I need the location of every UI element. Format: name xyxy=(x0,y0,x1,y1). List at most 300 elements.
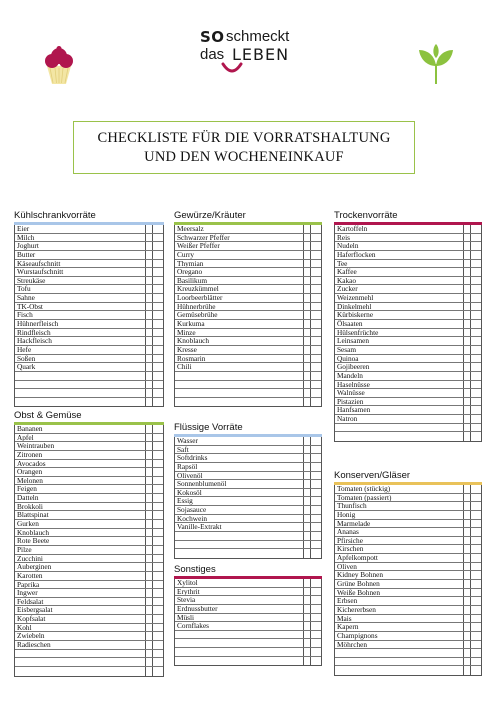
check-cell[interactable] xyxy=(146,355,153,363)
check-cell[interactable] xyxy=(304,454,311,462)
checklist-row xyxy=(15,234,163,243)
check-cell[interactable] xyxy=(146,477,153,485)
check-cell[interactable] xyxy=(146,503,153,511)
check-cell[interactable] xyxy=(146,624,153,632)
check-cell[interactable] xyxy=(464,528,471,536)
check-cell[interactable] xyxy=(146,581,153,589)
check-cell[interactable] xyxy=(146,460,153,468)
check-cell[interactable] xyxy=(304,398,311,407)
quantity-cell[interactable] xyxy=(311,532,321,540)
quantity-cell[interactable] xyxy=(311,277,321,285)
quantity-cell[interactable] xyxy=(311,303,321,311)
quantity-cell[interactable] xyxy=(471,666,481,675)
quantity-cell[interactable] xyxy=(311,446,321,454)
check-cell[interactable] xyxy=(464,554,471,562)
quantity-cell[interactable] xyxy=(153,658,163,666)
check-cell[interactable] xyxy=(464,372,471,380)
quantity-cell[interactable] xyxy=(153,285,163,293)
item-name: Sahne xyxy=(15,294,146,302)
check-cell[interactable] xyxy=(146,632,153,640)
quantity-cell[interactable] xyxy=(311,523,321,531)
quantity-cell[interactable] xyxy=(311,437,321,445)
check-cell[interactable] xyxy=(304,363,311,371)
quantity-cell[interactable] xyxy=(153,460,163,468)
check-cell[interactable] xyxy=(146,598,153,606)
check-cell[interactable] xyxy=(464,571,471,579)
check-cell[interactable] xyxy=(464,346,471,354)
quantity-cell[interactable] xyxy=(311,639,321,647)
check-cell[interactable] xyxy=(304,225,311,233)
check-cell[interactable] xyxy=(304,515,311,523)
quantity-cell[interactable] xyxy=(153,337,163,345)
check-cell[interactable] xyxy=(146,329,153,337)
check-cell[interactable] xyxy=(146,434,153,442)
check-cell[interactable] xyxy=(464,658,471,666)
check-cell[interactable] xyxy=(146,225,153,233)
quantity-cell[interactable] xyxy=(153,563,163,571)
check-cell[interactable] xyxy=(146,529,153,537)
quantity-cell[interactable] xyxy=(471,424,481,432)
check-cell[interactable] xyxy=(146,494,153,502)
check-cell[interactable] xyxy=(304,541,311,549)
check-cell[interactable] xyxy=(464,597,471,605)
quantity-cell[interactable] xyxy=(153,468,163,476)
check-cell[interactable] xyxy=(304,446,311,454)
quantity-cell[interactable] xyxy=(471,337,481,345)
quantity-cell[interactable] xyxy=(471,432,481,441)
check-cell[interactable] xyxy=(304,523,311,531)
quantity-cell[interactable] xyxy=(153,511,163,519)
check-cell[interactable] xyxy=(146,451,153,459)
quantity-cell[interactable] xyxy=(471,571,481,579)
check-cell[interactable] xyxy=(304,355,311,363)
check-cell[interactable] xyxy=(464,251,471,259)
check-cell[interactable] xyxy=(304,622,311,630)
quantity-cell[interactable] xyxy=(471,597,481,605)
check-cell[interactable] xyxy=(464,563,471,571)
check-cell[interactable] xyxy=(146,589,153,597)
quantity-cell[interactable] xyxy=(471,528,481,536)
quantity-cell[interactable] xyxy=(311,346,321,354)
quantity-cell[interactable] xyxy=(311,506,321,514)
check-cell[interactable] xyxy=(464,432,471,441)
quantity-cell[interactable] xyxy=(471,251,481,259)
quantity-cell[interactable] xyxy=(311,285,321,293)
check-cell[interactable] xyxy=(304,234,311,242)
quantity-cell[interactable] xyxy=(311,549,321,558)
quantity-cell[interactable] xyxy=(153,294,163,302)
quantity-cell[interactable] xyxy=(311,398,321,407)
check-cell[interactable] xyxy=(146,572,153,580)
quantity-cell[interactable] xyxy=(311,605,321,613)
check-cell[interactable] xyxy=(146,320,153,328)
check-cell[interactable] xyxy=(464,511,471,519)
check-cell[interactable] xyxy=(146,520,153,528)
quantity-cell[interactable] xyxy=(311,225,321,233)
check-cell[interactable] xyxy=(146,442,153,450)
quantity-cell[interactable] xyxy=(153,606,163,614)
check-cell[interactable] xyxy=(464,277,471,285)
quantity-cell[interactable] xyxy=(311,329,321,337)
check-cell[interactable] xyxy=(146,242,153,250)
quantity-cell[interactable] xyxy=(471,485,481,493)
quantity-cell[interactable] xyxy=(471,511,481,519)
check-cell[interactable] xyxy=(464,355,471,363)
check-cell[interactable] xyxy=(464,294,471,302)
quantity-cell[interactable] xyxy=(153,529,163,537)
check-cell[interactable] xyxy=(146,537,153,545)
check-cell[interactable] xyxy=(146,337,153,345)
check-cell[interactable] xyxy=(464,303,471,311)
quantity-cell[interactable] xyxy=(153,615,163,623)
quantity-cell[interactable] xyxy=(471,234,481,242)
item-name: Walnüsse xyxy=(335,389,464,397)
quantity-cell[interactable] xyxy=(153,398,163,407)
check-cell[interactable] xyxy=(304,480,311,488)
check-cell[interactable] xyxy=(464,260,471,268)
check-cell[interactable] xyxy=(464,285,471,293)
check-cell[interactable] xyxy=(464,641,471,649)
quantity-cell[interactable] xyxy=(471,502,481,510)
quantity-cell[interactable] xyxy=(311,463,321,471)
check-cell[interactable] xyxy=(146,425,153,433)
check-cell[interactable] xyxy=(464,632,471,640)
quantity-cell[interactable] xyxy=(311,614,321,622)
section-title: Trockenvorräte xyxy=(334,210,398,221)
quantity-cell[interactable] xyxy=(311,311,321,319)
quantity-cell[interactable] xyxy=(153,355,163,363)
quantity-cell[interactable] xyxy=(471,268,481,276)
quantity-cell[interactable] xyxy=(153,242,163,250)
quantity-cell[interactable] xyxy=(471,381,481,389)
check-cell[interactable] xyxy=(464,320,471,328)
check-cell[interactable] xyxy=(146,294,153,302)
check-cell[interactable] xyxy=(464,580,471,588)
check-cell[interactable] xyxy=(146,485,153,493)
quantity-cell[interactable] xyxy=(311,234,321,242)
checklist-row xyxy=(15,363,163,372)
quantity-cell[interactable] xyxy=(471,632,481,640)
quantity-cell[interactable] xyxy=(153,260,163,268)
quantity-cell[interactable] xyxy=(311,497,321,505)
check-cell[interactable] xyxy=(146,303,153,311)
check-cell[interactable] xyxy=(304,489,311,497)
quantity-cell[interactable] xyxy=(153,277,163,285)
quantity-cell[interactable] xyxy=(153,389,163,397)
quantity-cell[interactable] xyxy=(471,406,481,414)
quantity-cell[interactable] xyxy=(311,515,321,523)
quantity-cell[interactable] xyxy=(153,381,163,389)
check-cell[interactable] xyxy=(146,311,153,319)
check-cell[interactable] xyxy=(464,268,471,276)
check-cell[interactable] xyxy=(464,520,471,528)
quantity-cell[interactable] xyxy=(153,624,163,632)
checklist-row xyxy=(335,277,481,286)
check-cell[interactable] xyxy=(146,658,153,666)
check-cell[interactable] xyxy=(146,563,153,571)
quantity-cell[interactable] xyxy=(153,251,163,259)
check-cell[interactable] xyxy=(464,623,471,631)
quantity-cell[interactable] xyxy=(153,546,163,554)
quantity-cell[interactable] xyxy=(311,260,321,268)
check-cell[interactable] xyxy=(464,502,471,510)
quantity-cell[interactable] xyxy=(153,451,163,459)
check-cell[interactable] xyxy=(146,546,153,554)
check-cell[interactable] xyxy=(304,614,311,622)
quantity-cell[interactable] xyxy=(471,398,481,406)
check-cell[interactable] xyxy=(146,234,153,242)
check-cell[interactable] xyxy=(464,363,471,371)
quantity-cell[interactable] xyxy=(153,320,163,328)
check-cell[interactable] xyxy=(464,649,471,657)
check-cell[interactable] xyxy=(464,415,471,423)
quantity-cell[interactable] xyxy=(471,363,481,371)
check-cell[interactable] xyxy=(146,650,153,658)
quantity-cell[interactable] xyxy=(471,580,481,588)
check-cell[interactable] xyxy=(304,294,311,302)
check-cell[interactable] xyxy=(146,398,153,407)
quantity-cell[interactable] xyxy=(311,596,321,604)
check-cell[interactable] xyxy=(304,463,311,471)
quantity-cell[interactable] xyxy=(311,472,321,480)
check-cell[interactable] xyxy=(304,648,311,656)
check-cell[interactable] xyxy=(146,389,153,397)
check-cell[interactable] xyxy=(304,346,311,354)
check-cell[interactable] xyxy=(304,506,311,514)
quantity-cell[interactable] xyxy=(153,372,163,380)
quantity-cell[interactable] xyxy=(153,555,163,563)
check-cell[interactable] xyxy=(304,277,311,285)
check-cell[interactable] xyxy=(146,606,153,614)
quantity-cell[interactable] xyxy=(153,303,163,311)
check-cell[interactable] xyxy=(464,311,471,319)
quantity-cell[interactable] xyxy=(153,641,163,649)
check-cell[interactable] xyxy=(146,260,153,268)
check-cell[interactable] xyxy=(304,303,311,311)
check-cell[interactable] xyxy=(464,606,471,614)
check-cell[interactable] xyxy=(304,242,311,250)
check-cell[interactable] xyxy=(146,641,153,649)
check-cell[interactable] xyxy=(304,260,311,268)
logo-so: SO xyxy=(200,28,225,46)
check-cell[interactable] xyxy=(464,406,471,414)
check-cell[interactable] xyxy=(464,381,471,389)
check-cell[interactable] xyxy=(146,511,153,519)
quantity-cell[interactable] xyxy=(471,277,481,285)
check-cell[interactable] xyxy=(304,605,311,613)
checklist-row xyxy=(15,285,163,294)
check-cell[interactable] xyxy=(464,389,471,397)
check-cell[interactable] xyxy=(464,545,471,553)
quantity-cell[interactable] xyxy=(471,545,481,553)
check-cell[interactable] xyxy=(304,329,311,337)
quantity-cell[interactable] xyxy=(153,494,163,502)
quantity-cell[interactable] xyxy=(153,225,163,233)
check-cell[interactable] xyxy=(304,389,311,397)
check-cell[interactable] xyxy=(304,588,311,596)
quantity-cell[interactable] xyxy=(311,631,321,639)
quantity-cell[interactable] xyxy=(311,480,321,488)
logo-schmeckt: schmeckt xyxy=(226,28,290,45)
check-cell[interactable] xyxy=(304,472,311,480)
quantity-cell[interactable] xyxy=(471,494,481,502)
check-cell[interactable] xyxy=(464,537,471,545)
check-cell[interactable] xyxy=(464,666,471,675)
quantity-cell[interactable] xyxy=(471,389,481,397)
quantity-cell[interactable] xyxy=(471,225,481,233)
check-cell[interactable] xyxy=(464,234,471,242)
check-cell[interactable] xyxy=(464,485,471,493)
quantity-cell[interactable] xyxy=(311,268,321,276)
quantity-cell[interactable] xyxy=(471,658,481,666)
item-name: Gemüsebrühe xyxy=(175,311,304,319)
check-cell[interactable] xyxy=(304,437,311,445)
check-cell[interactable] xyxy=(304,337,311,345)
check-cell[interactable] xyxy=(146,372,153,380)
quantity-cell[interactable] xyxy=(471,294,481,302)
quantity-cell[interactable] xyxy=(153,581,163,589)
quantity-cell[interactable] xyxy=(311,454,321,462)
quantity-cell[interactable] xyxy=(311,648,321,656)
quantity-cell[interactable] xyxy=(311,372,321,380)
quantity-cell[interactable] xyxy=(153,234,163,242)
quantity-cell[interactable] xyxy=(153,589,163,597)
quantity-cell[interactable] xyxy=(311,320,321,328)
quantity-cell[interactable] xyxy=(153,363,163,371)
quantity-cell[interactable] xyxy=(471,329,481,337)
check-cell[interactable] xyxy=(464,589,471,597)
check-cell[interactable] xyxy=(304,631,311,639)
quantity-cell[interactable] xyxy=(311,355,321,363)
quantity-cell[interactable] xyxy=(311,541,321,549)
quantity-cell[interactable] xyxy=(471,285,481,293)
quantity-cell[interactable] xyxy=(471,537,481,545)
quantity-cell[interactable] xyxy=(311,657,321,666)
check-cell[interactable] xyxy=(304,381,311,389)
quantity-cell[interactable] xyxy=(471,242,481,250)
item-name: Weintrauben xyxy=(15,442,146,450)
quantity-cell[interactable] xyxy=(311,363,321,371)
check-cell[interactable] xyxy=(304,251,311,259)
quantity-cell[interactable] xyxy=(311,489,321,497)
quantity-cell[interactable] xyxy=(153,667,163,676)
check-cell[interactable] xyxy=(304,285,311,293)
check-cell[interactable] xyxy=(146,277,153,285)
quantity-cell[interactable] xyxy=(311,294,321,302)
check-cell[interactable] xyxy=(464,337,471,345)
quantity-cell[interactable] xyxy=(311,242,321,250)
check-cell[interactable] xyxy=(304,549,311,558)
check-cell[interactable] xyxy=(304,311,311,319)
quantity-cell[interactable] xyxy=(471,311,481,319)
quantity-cell[interactable] xyxy=(471,649,481,657)
check-cell[interactable] xyxy=(304,372,311,380)
quantity-cell[interactable] xyxy=(153,346,163,354)
check-cell[interactable] xyxy=(304,320,311,328)
quantity-cell[interactable] xyxy=(153,598,163,606)
quantity-cell[interactable] xyxy=(471,346,481,354)
quantity-cell[interactable] xyxy=(471,615,481,623)
quantity-cell[interactable] xyxy=(153,572,163,580)
check-cell[interactable] xyxy=(304,579,311,587)
quantity-cell[interactable] xyxy=(153,632,163,640)
quantity-cell[interactable] xyxy=(153,268,163,276)
check-cell[interactable] xyxy=(304,532,311,540)
quantity-cell[interactable] xyxy=(153,520,163,528)
quantity-cell[interactable] xyxy=(471,554,481,562)
quantity-cell[interactable] xyxy=(471,589,481,597)
quantity-cell[interactable] xyxy=(311,337,321,345)
check-cell[interactable] xyxy=(304,268,311,276)
quantity-cell[interactable] xyxy=(153,485,163,493)
quantity-cell[interactable] xyxy=(311,622,321,630)
quantity-cell[interactable] xyxy=(471,641,481,649)
quantity-cell[interactable] xyxy=(153,477,163,485)
check-cell[interactable] xyxy=(146,468,153,476)
quantity-cell[interactable] xyxy=(311,381,321,389)
quantity-cell[interactable] xyxy=(311,579,321,587)
check-cell[interactable] xyxy=(304,657,311,666)
quantity-cell[interactable] xyxy=(153,537,163,545)
check-cell[interactable] xyxy=(304,596,311,604)
quantity-cell[interactable] xyxy=(471,623,481,631)
check-cell[interactable] xyxy=(464,329,471,337)
quantity-cell[interactable] xyxy=(471,606,481,614)
checklist-row xyxy=(335,260,481,269)
quantity-cell[interactable] xyxy=(471,563,481,571)
quantity-cell[interactable] xyxy=(471,372,481,380)
checklist-row xyxy=(175,515,321,524)
quantity-cell[interactable] xyxy=(471,355,481,363)
quantity-cell[interactable] xyxy=(471,303,481,311)
quantity-cell[interactable] xyxy=(153,442,163,450)
check-cell[interactable] xyxy=(464,615,471,623)
quantity-cell[interactable] xyxy=(471,260,481,268)
checklist-row xyxy=(175,463,321,472)
quantity-cell[interactable] xyxy=(153,329,163,337)
check-cell[interactable] xyxy=(304,639,311,647)
check-cell[interactable] xyxy=(146,285,153,293)
quantity-cell[interactable] xyxy=(311,251,321,259)
check-cell[interactable] xyxy=(146,251,153,259)
quantity-cell[interactable] xyxy=(471,520,481,528)
quantity-cell[interactable] xyxy=(471,320,481,328)
quantity-cell[interactable] xyxy=(311,588,321,596)
check-cell[interactable] xyxy=(146,667,153,676)
check-cell[interactable] xyxy=(464,494,471,502)
check-cell[interactable] xyxy=(304,497,311,505)
check-cell[interactable] xyxy=(146,268,153,276)
check-cell[interactable] xyxy=(146,555,153,563)
quantity-cell[interactable] xyxy=(471,415,481,423)
quantity-cell[interactable] xyxy=(153,503,163,511)
quantity-cell[interactable] xyxy=(153,650,163,658)
item-name: Radieschen xyxy=(15,641,146,649)
check-cell[interactable] xyxy=(464,225,471,233)
quantity-cell[interactable] xyxy=(153,425,163,433)
check-cell[interactable] xyxy=(464,398,471,406)
check-cell[interactable] xyxy=(146,346,153,354)
check-cell[interactable] xyxy=(464,424,471,432)
check-cell[interactable] xyxy=(146,381,153,389)
quantity-cell[interactable] xyxy=(153,434,163,442)
check-cell[interactable] xyxy=(464,242,471,250)
quantity-cell[interactable] xyxy=(153,311,163,319)
item-name: Sonnenblumenöl xyxy=(175,480,304,488)
check-cell[interactable] xyxy=(146,363,153,371)
check-cell[interactable] xyxy=(146,615,153,623)
quantity-cell[interactable] xyxy=(311,389,321,397)
